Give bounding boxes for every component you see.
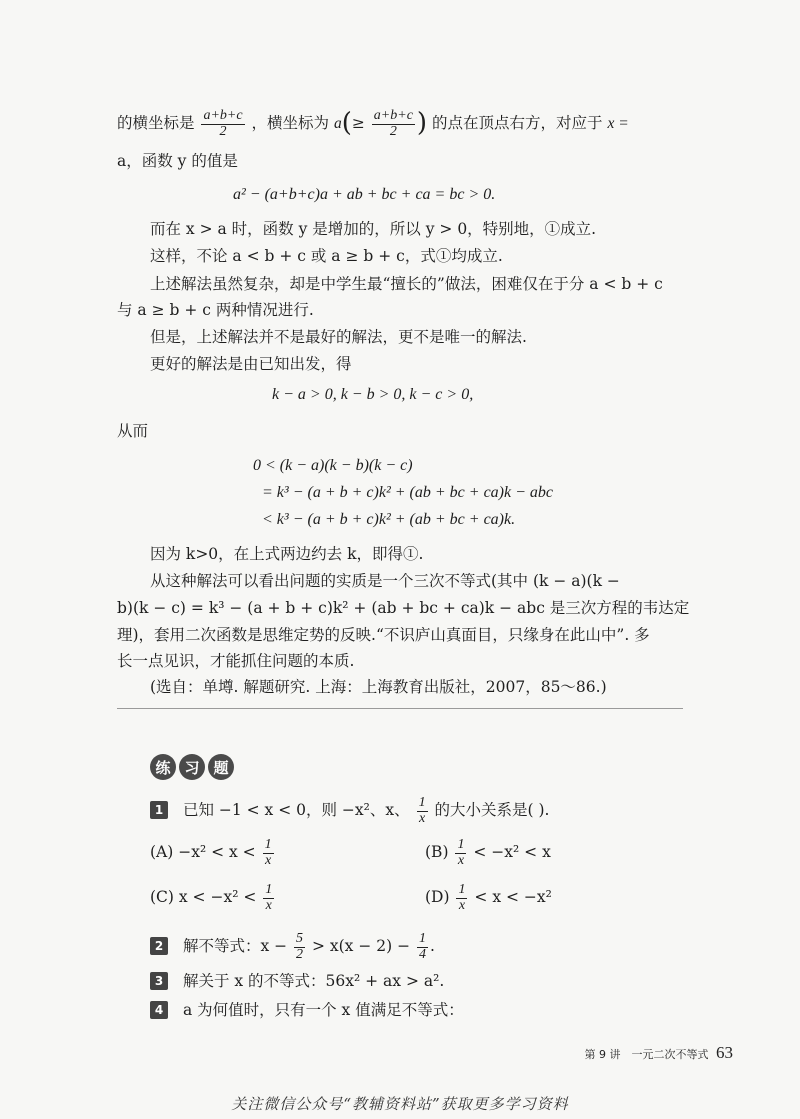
page-number: 63 [716, 1043, 733, 1062]
question-number-badge: 2 [150, 937, 168, 955]
paragraph-5: 更好的解法是由已知出发，得 [150, 355, 352, 373]
option-b: (B) $\frac{1}{x}$ < −x² < x [425, 837, 551, 868]
exercises-heading [150, 754, 234, 780]
paragraph-8-line-2: b)(k − c) = k³ − (a + b + c)k² + (ab + bc + ca)k − abc 是三次方程的韦达定 [117, 599, 690, 617]
heading-char: 习 [179, 754, 205, 780]
body-line-2: a，函数 y 的值是 [117, 152, 238, 170]
fraction-a-plus-b-plus-c-over-2: $\frac{a+b+c}{2}$ [203, 107, 243, 139]
paragraph-8-line-3: 理)，套用二次函数是思维定势的反映.“不识庐山真面目，只缘身在此山中”. 多 [117, 626, 650, 644]
paragraph-2: 这样，不论 a < b + c 或 a ≥ b + c，式①均成立. [150, 247, 503, 265]
question-1: 1 已知 −1 < x < 0，则 −x²、x、 $\frac{1}{x}$ 的大小关系是( ). [150, 796, 549, 826]
fraction-1-over-x: $\frac{1}{x}$ [265, 882, 273, 913]
paragraph-1: 而在 x > a 时，函数 y 是增加的，所以 y > 0，特别地，①成立. [150, 220, 597, 238]
fraction-1-over-x: $\frac{1}{x}$ [264, 837, 272, 868]
equation-1: a² − (a+b+c)a + ab + bc + ca = bc > 0. [233, 186, 496, 203]
question-3: 3 解关于 x 的不等式：56x² + ax > a². [150, 972, 444, 991]
citation: (选自：单墫. 解题研究. 上海：上海教育出版社，2007，85～86.) [150, 678, 607, 696]
option-a: (A) −x² < x < $\frac{1}{x}$ [150, 837, 272, 868]
paragraph-3-line-2: 与 a ≥ b + c 两种情况进行. [117, 301, 314, 319]
equation-3-line-1: 0 < (k − a)(k − b)(k − c) [253, 457, 413, 474]
question-2: 2 解不等式：x − $\frac{5}{2}$ > x(x − 2) − $\frac{1}{4}$ . [150, 932, 435, 962]
page-footer [585, 1043, 734, 1063]
option-d: (D) $\frac{1}{x}$ < x < −x² [425, 882, 552, 913]
fraction-a-plus-b-plus-c-over-2-b: $\frac{a+b+c}{2}$ [373, 107, 413, 139]
question-number-badge: 4 [150, 1001, 168, 1019]
question-number-badge: 1 [150, 801, 168, 819]
fraction-5-over-2: $\frac{5}{2}$ [296, 931, 304, 962]
question-4: 4 a 为何值时，只有一个 x 值满足不等式： [150, 1001, 464, 1020]
fraction-1-over-x: $\frac{1}{x}$ [457, 837, 465, 868]
equation-3-line-3: < k³ − (a + b + c)k² + (ab + bc + ca)k. [262, 511, 516, 528]
heading-char: 练 [150, 754, 176, 780]
watermark-text: 关注微信公众号“教辅资料站”获取更多学习资料 [231, 1095, 569, 1113]
question-number-badge: 3 [150, 972, 168, 990]
fraction-1-over-x: $\frac{1}{x}$ [418, 795, 426, 826]
chapter-label: 第 9 讲 一元二次不等式 [584, 1048, 709, 1061]
option-c: (C) x < −x² < $\frac{1}{x}$ [150, 882, 273, 913]
equation-2: k − a > 0, k − b > 0, k − c > 0, [272, 386, 474, 403]
paragraph-6: 从而 [117, 422, 149, 440]
heading-char: 题 [208, 754, 234, 780]
fraction-1-over-4: $\frac{1}{4}$ [419, 931, 427, 962]
paragraph-3-line-1: 上述解法虽然复杂，却是中学生最“擅长的”做法，困难仅在于分 a < b + c [150, 275, 663, 293]
body-line-1: 的横坐标是 $\frac{a+b+c}{2}$ ，横坐标为 a(≥ $\frac{a+b+c}{2}$ ) 的点在顶点右方，对应于 x = [117, 107, 629, 139]
paragraph-4: 但是，上述解法并不是最好的解法，更不是唯一的解法. [150, 328, 527, 346]
paragraph-8-line-4: 长一点见识，才能抓住问题的本质. [117, 652, 355, 670]
paragraph-8-line-1: 从这种解法可以看出问题的实质是一个三次不等式(其中 (k − a)(k − [150, 572, 620, 590]
paragraph-7: 因为 k>0，在上式两边约去 k，即得①. [150, 545, 424, 563]
equation-3-line-2: = k³ − (a + b + c)k² + (ab + bc + ca)k − abc [262, 484, 553, 501]
fraction-1-over-x: $\frac{1}{x}$ [458, 882, 466, 913]
section-divider [117, 708, 683, 709]
